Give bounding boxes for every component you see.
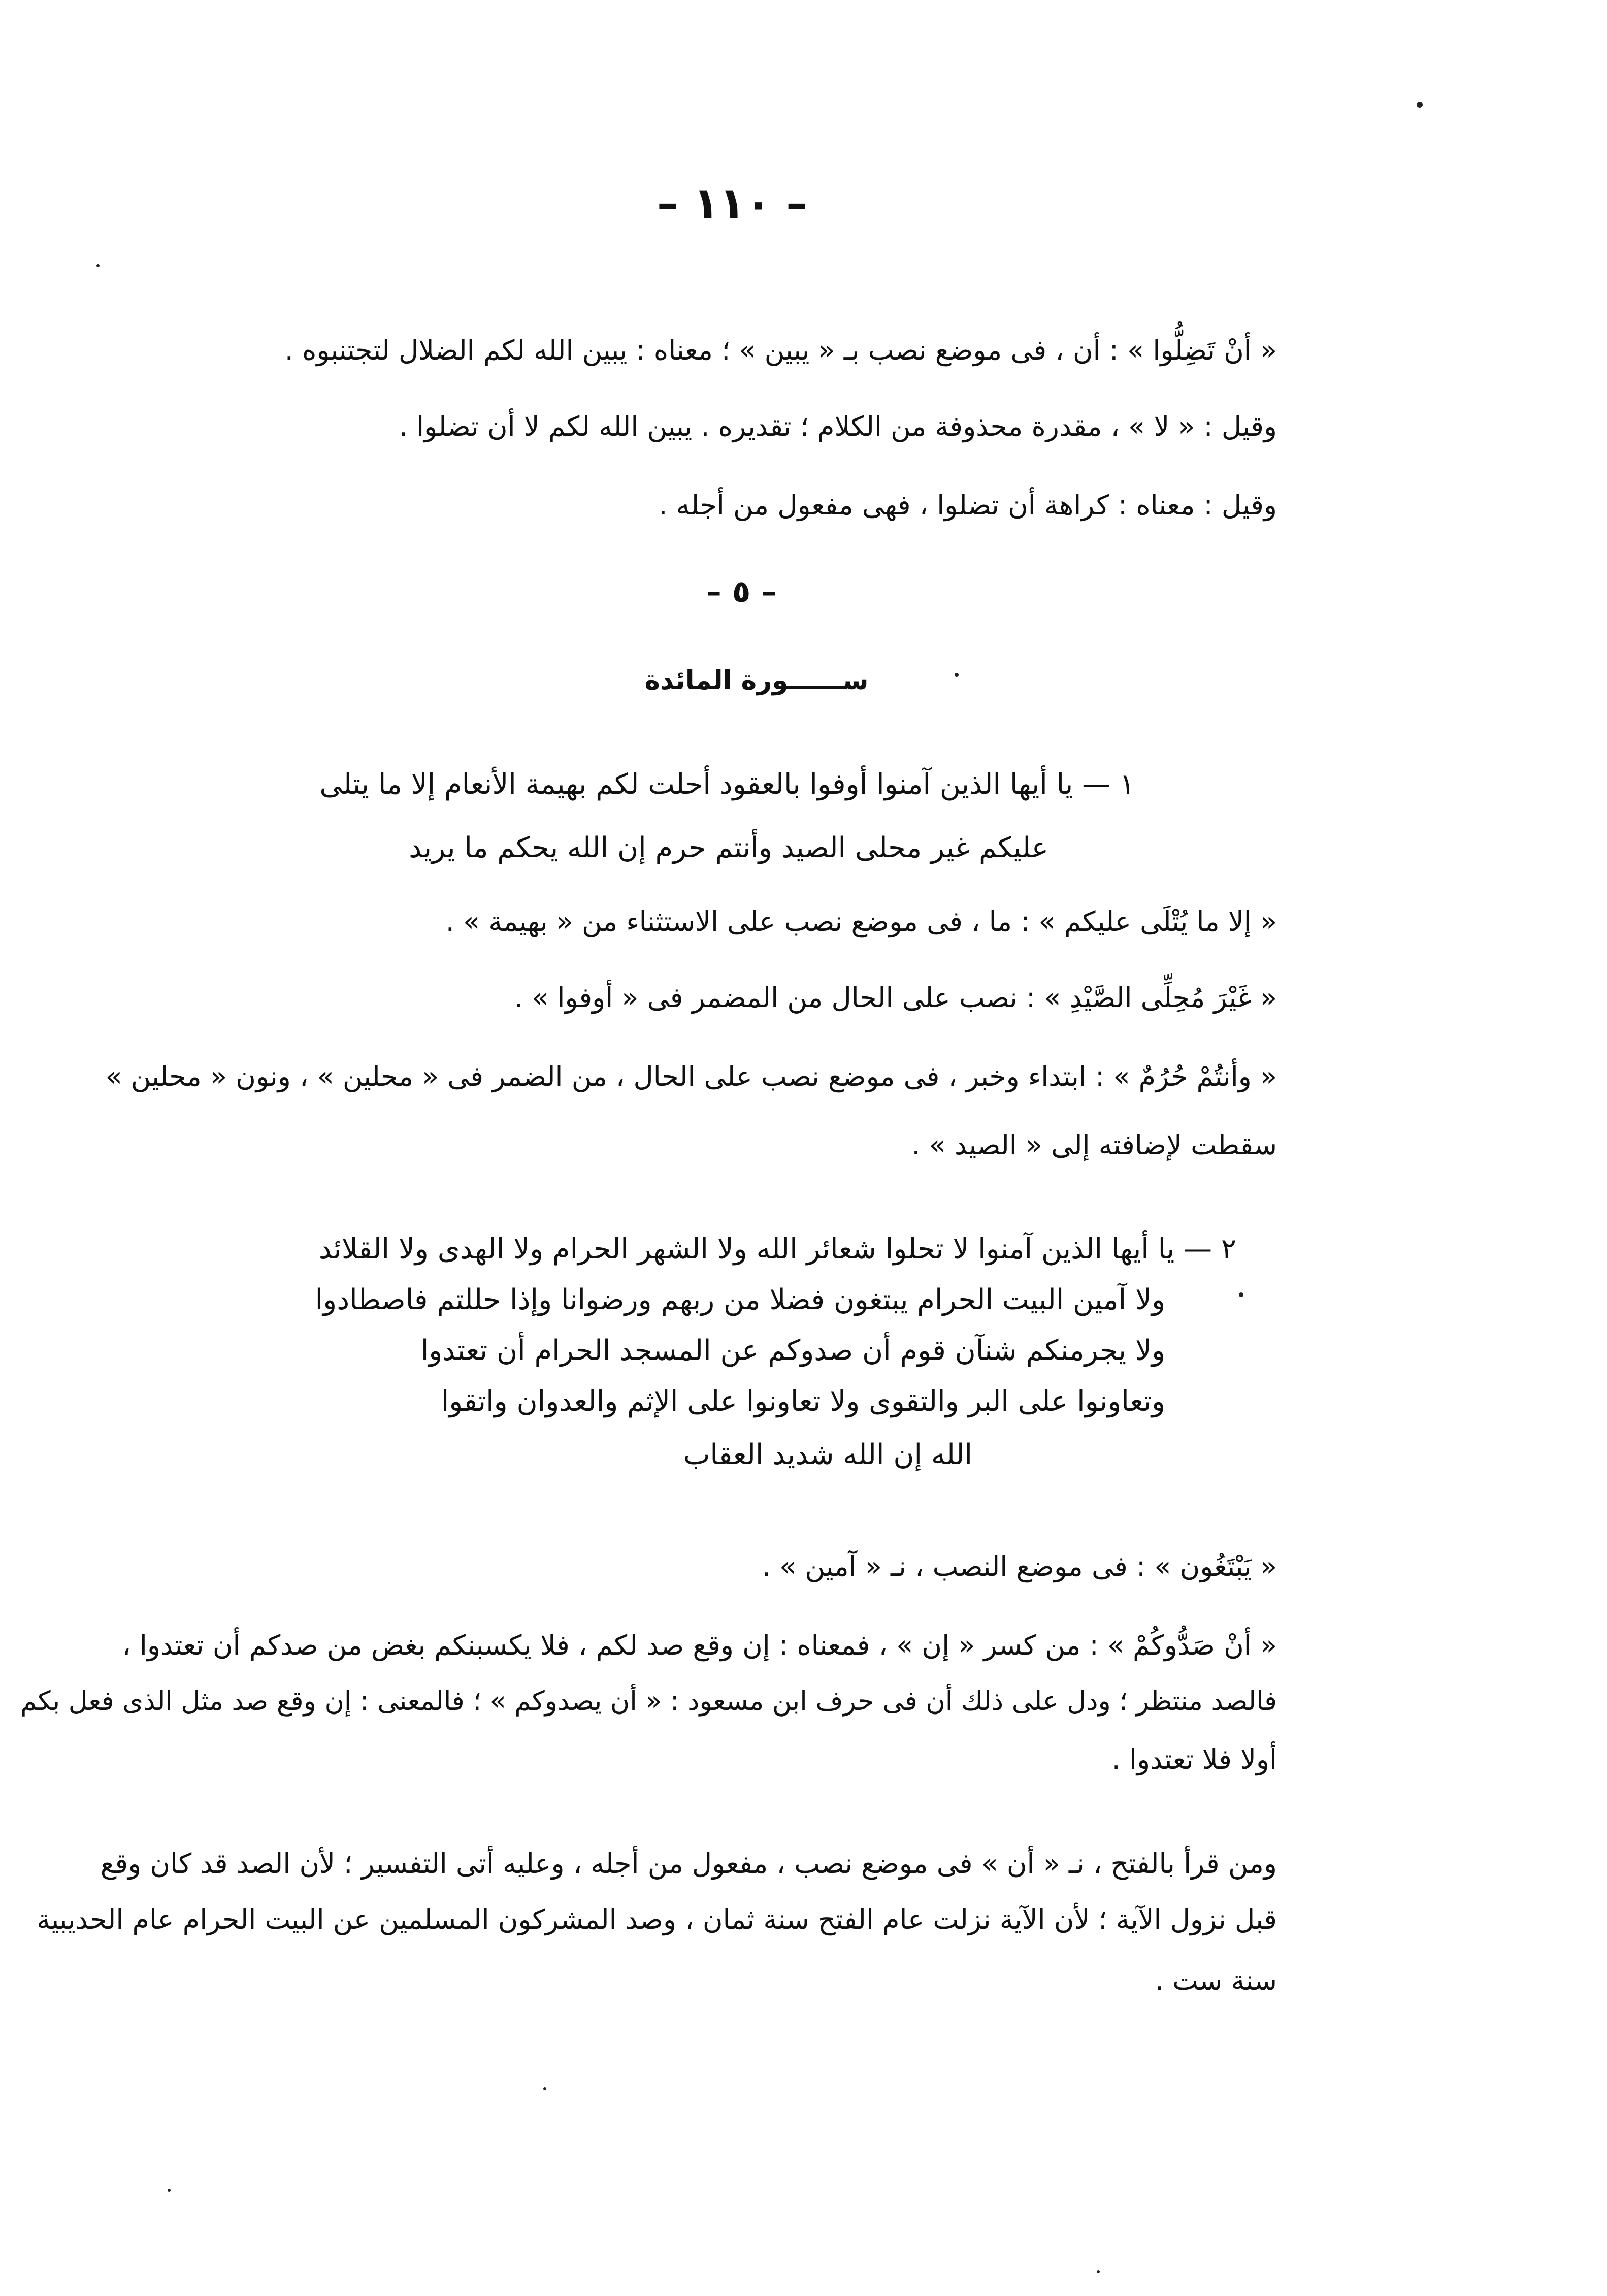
text-line-3: وقيل : معناه : كراهة أن تضلوا ، فهى مفعول من أجله . — [659, 489, 1277, 521]
verse-2-line-1: ٢ — يا أيها الذين آمنوا لا تحلوا شعائر الله ولا الشهر الحرام ولا الهدى ولا القلائد — [318, 1233, 1236, 1266]
verse-2-line-4: وتعاونوا على البر والتقوى ولا تعاونوا على الإثم والعدوان واتقوا — [441, 1385, 1165, 1418]
text-line-5: « غَيْرَ مُحِلِّى الصَّيْدِ » : نصب على الحال من المضمر فى « أوفوا » . — [514, 982, 1277, 1014]
text-line-11: أولا فلا تعتدوا . — [1111, 1743, 1277, 1775]
scan-speck — [543, 2087, 546, 2090]
section-number: – ٥ – — [706, 574, 777, 609]
scan-speck — [955, 673, 959, 677]
scan-speck — [168, 2189, 171, 2192]
text-line-9: « أنْ صَدُّوكُمْ » : من كسر « إن » ، فمعناه : إن وقع صد لكم ، فلا يكسبنكم بغض من صدكم أن تعتدوا ، — [122, 1629, 1277, 1661]
page-number: – ١١٠ – — [657, 178, 808, 228]
text-line-14: سنة ست . — [1155, 1964, 1277, 1996]
scan-speck — [96, 264, 100, 267]
verse-1-line-2: عليكم غير محلى الصيد وأنتم حرم إن الله يحكم ما يريد — [409, 831, 1048, 864]
verse-2-line-2: ولا آمين البيت الحرام يبتغون فضلا من ربهم ورضوانا وإذا حللتم فاصطادوا — [315, 1283, 1165, 1316]
scan-speck — [1097, 2270, 1100, 2273]
text-line-2: وقيل : « لا » ، مقدرة محذوفة من الكلام ؛ تقديره . يبين الله لكم لا أن تضلوا . — [399, 410, 1277, 442]
scan-speck — [1239, 1292, 1243, 1297]
text-line-4: « إلا ما يُتْلَى عليكم » : ما ، فى موضع نصب على الاستثناء من « بهيمة » . — [445, 906, 1277, 937]
verse-2-line-3: ولا يجرمنكم شنآن قوم أن صدوكم عن المسجد الحرام أن تعتدوا — [420, 1334, 1165, 1367]
text-line-13: قبل نزول الآية ؛ لأن الآية نزلت عام الفتح سنة ثمان ، وصد المشركون المسلمين عن البيت الحرام عام الحديبية — [37, 1903, 1277, 1935]
text-line-1: « أنْ تَضِلُّوا » : أن ، فى موضع نصب بـ « يبين » ؛ معناه : يبين الله لكم الضلال لتجتنبوه . — [284, 334, 1277, 366]
text-line-6: « وأنتُمْ حُرُمٌ » : ابتداء وخبر ، فى موضع نصب على الحال ، من الضمر فى « محلين » ، ونون « محلين » — [105, 1060, 1277, 1092]
text-line-7: سقطت لإضافته إلى « الصيد » . — [911, 1129, 1277, 1161]
text-line-8: « يَبْتَغُون » : فى موضع النصب ، نـ « آمين » . — [762, 1550, 1277, 1582]
text-line-12: ومن قرأ بالفتح ، نـ « أن » فى موضع نصب ، مفعول من أجله ، وعليه أتى التفسير ؛ لأن الصد قد كان وقع — [100, 1848, 1277, 1880]
surah-title: ســــــورة المائدة — [644, 665, 869, 696]
scan-speck — [1417, 102, 1423, 108]
verse-2-line-5: الله إن الله شديد العقاب — [683, 1438, 972, 1471]
text-line-10: فالصد منتظر ؛ ودل على ذلك أن فى حرف ابن مسعود : « أن يصدوكم » ؛ فالمعنى : إن وقع صد مثل الذى فعل بكم — [20, 1686, 1277, 1717]
verse-1-line-1: ١ — يا أيها الذين آمنوا أوفوا بالعقود أحلت لكم بهيمة الأنعام إلا ما يتلى — [319, 768, 1135, 801]
